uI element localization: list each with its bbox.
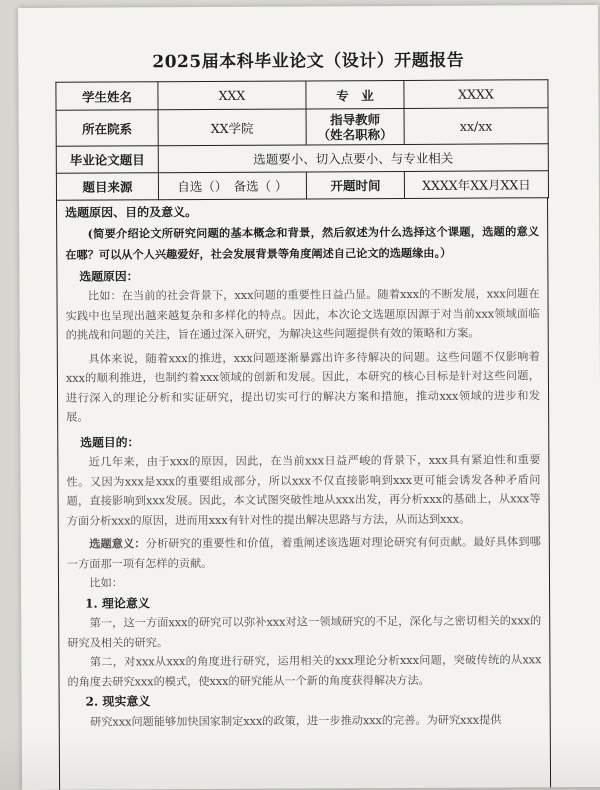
intro-paragraph: (简要介绍论文所研究问题的基本概念和背景，然后叙述为什么选择这个课题，选题的意义在哪？可以从个人兴趣爱好，社会发展背景等角度阐述自己论文的选题缘由。） [65, 223, 540, 262]
major-label: 专 业 [306, 80, 404, 109]
document-page [18, 5, 600, 790]
report-body [56, 197, 551, 790]
purpose-heading: 选题目的： [80, 434, 140, 450]
student-name-value: XXX [158, 81, 306, 110]
college-value: XX学院 [158, 109, 306, 146]
major-value: XXXX [404, 80, 548, 109]
reason-paragraph-1: 比如：在当前的社会背景下，xxx问题的重要性日益凸显。随着xxx的不断发展，xxx问题在实践中也呈现出越来越复杂和多样化的特点。因此，本次论文选题原因源于对当前xxx领域面临的挑战和问题的关注，旨在通过深入研究，为解决这些问题提供有效的策略和方案。 [65, 287, 540, 342]
advisor-value: xx/xx [404, 108, 548, 145]
college-label: 所在院系 [56, 110, 158, 147]
theory-paragraph-1: 第一，这一方面xxx的研究可以弥补xxx对这一领域研究的不足，深化与之密切相关的xxx的研究及相关的研究。 [67, 614, 542, 650]
purpose-paragraph: 近几年来，由于xxx的原因，因此，在当前xxx日益严峻的背景下，xxx具有紧迫性和重要性。又因为xxx是xxx的重要组成部分，所以xxx不仅直接影响到xxx更可能会诱发各种矛盾问题，直接影响到xxx发展。因此，本文试图突破性地从xxx出发，再分析xxx的基础上，从xxx等方面分析xxx的原因，进而用xxx有针对性的提出解决思路与方法，从而达到xxx。 [66, 453, 541, 528]
reason-paragraph-2: 具体来说，随着xxx的推进，xxx问题逐渐暴露出许多待解决的问题。这些问题不仅影响着xxx的顺利推进，也制约着xxx领域的创新和发展。因此，本研究的核心目标是针对这些问题，进行深入的理论分析和实证研究，提出切实可行的解决方案和措施，推动xxx领域的进步和发展。 [65, 349, 541, 424]
document-title: 2025届本科毕业论文（设计）开题报告 [152, 50, 465, 73]
student-name-label: 学生姓名 [56, 82, 158, 111]
significance-text: 分析研究的重要性和价值，着重阐述该选题对理论研究有何贡献。最好具体到哪一方面那一项有怎样的贡献。 [66, 535, 541, 571]
practice-paragraph: 研究xxx问题能够加快国家制定xxx的政策，进一步推动xxx的完善。为研究xxx提供 [90, 712, 502, 729]
section-heading: 选题原因、目的及意义。 [65, 205, 198, 220]
example-label: 比如： [89, 576, 124, 590]
info-table [55, 79, 549, 201]
topic-value: 选题要小、切入点要小、与专业相关 [158, 144, 548, 173]
advisor-label-line1: 指导教师 [330, 111, 381, 127]
significance-paragraph [67, 532, 541, 573]
date-value: XXXX年XX月XX日 [404, 171, 548, 199]
reason-heading: 选题原因： [79, 268, 139, 284]
theory-heading: 1. 理论意义 [85, 595, 150, 611]
advisor-label-line2: （姓名职称） [317, 126, 393, 142]
topic-label: 毕业论文题目 [56, 146, 158, 174]
theory-paragraph-2: 第二，对xxx从xxx的角度进行研究，运用相关的xxx理论分析xxx问题，突破传统的从xxx的角度去研究xxx的模式，使xxx的研究能从一个新的角度获得解决方法。 [67, 653, 542, 689]
advisor-label [306, 108, 404, 145]
source-label: 题目来源 [56, 173, 158, 201]
source-value: 自选（） 备选（ ） [158, 172, 306, 200]
significance-label: 选题意义： [89, 536, 146, 551]
practice-heading: 2. 现实意义 [85, 694, 151, 709]
date-label: 开题时间 [306, 171, 404, 199]
